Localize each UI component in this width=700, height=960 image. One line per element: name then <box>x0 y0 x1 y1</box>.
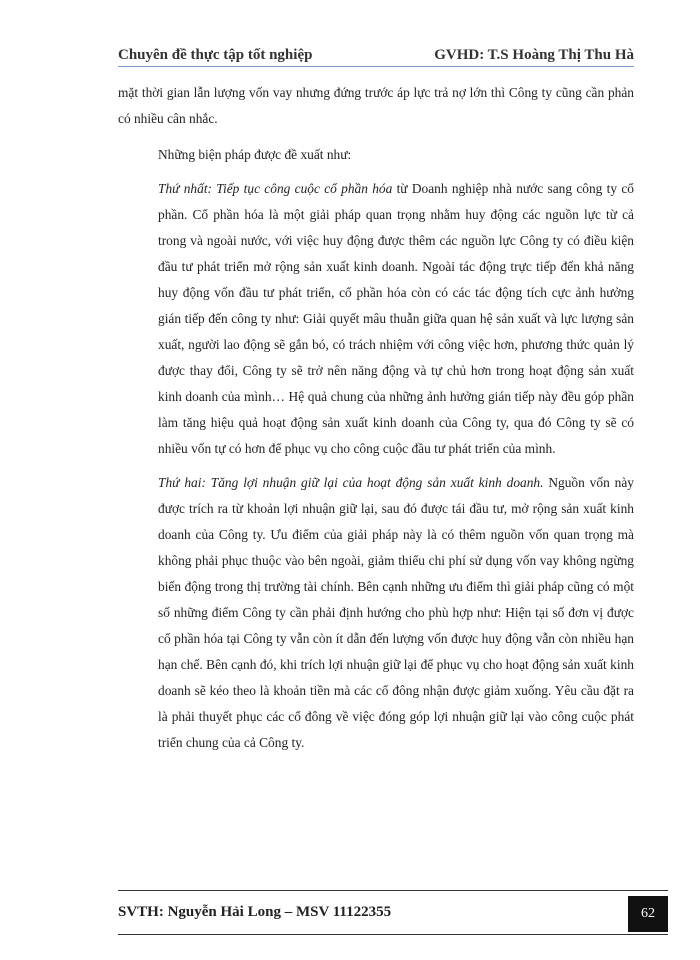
header-left-title: Chuyên đề thực tập tốt nghiệp <box>118 47 313 63</box>
paragraph-intro: Những biện pháp được đề xuất như: <box>158 147 352 162</box>
measure-1-heading: Thứ nhất: Tiếp tục công cuộc cổ phần hóa <box>158 181 393 196</box>
page-number: 62 <box>628 896 668 932</box>
document-body <box>118 80 634 764</box>
footer-student-info: SVTH: Nguyễn Hải Long – MSV 11122355 <box>118 904 392 920</box>
footer-rule-top <box>118 890 668 891</box>
measure-1-text: từ Doanh nghiệp nhà nước sang công ty cổ phần. Cổ phần hóa là một giải pháp quan trọng nhằm huy động các nguồn lực từ cả trong và ngoài nước, với việc huy động được thêm các nguồn lực Công ty có điều kiện đầu tư phát triển mở rộng sản xuất kinh doanh. Ngoài tác động trực tiếp đến khả năng huy động vốn đầu tư phát triển, cổ phần hóa còn có các tác động tích cực ảnh hưởng gián tiếp đến công ty như: Giải quyết mâu thuẫn giữa quan hệ sản xuất và lực lượng sản xuất, người lao động sẽ gắn bó, có trách nhiệm với công việc hơn, phương thức quản lý được thay đổi, Công ty sẽ trở nên năng động và tự chủ hơn trong hoạt động sản xuất kinh doanh của mình… Hệ quả chung của những ảnh hưởng gián tiếp này đều góp phần làm tăng hiệu quả hoạt động sản xuất kinh doanh của Công ty, qua đó Công ty sẽ có nhiều vốn tự có hơn để phục vụ cho công cuộc đầu tư phát triển của mình. <box>158 181 634 456</box>
paragraph-continuation: mặt thời gian lẫn lượng vốn vay nhưng đứng trước áp lực trả nợ lớn thì Công ty cũng cần phản có nhiều cân nhắc. <box>118 85 634 126</box>
measure-2-heading: Thứ hai: Tăng lợi nhuận giữ lại của hoạt động sản xuất kinh doanh. <box>158 475 544 490</box>
paragraph-measure-1 <box>118 176 634 462</box>
page-header <box>118 40 634 64</box>
paragraph-measure-2 <box>118 470 634 756</box>
measure-2-text: Nguồn vốn này được trích ra từ khoản lợi nhuận giữ lại, sau đó được tái đầu tư, mở rộng sản xuất kinh doanh của Công ty. Ưu điểm của giải pháp này là có thêm nguồn vốn quan trọng mà không phải phục thuộc vào bên ngoài, giảm thiểu chi phí sử dụng vốn vay không ngừng biến động trong thị trường tài chính. Bên cạnh những ưu điểm thì giải pháp cũng có một số những điểm Công ty cần phải định hướng cho phù hợp như: Hiện tại số đơn vị được cổ phần hóa tại Công ty vẫn còn ít dẫn đến lượng vốn được huy động vẫn còn nhiều hạn hạn chế. Bên cạnh đó, khi trích lợi nhuận giữ lại để phục vụ cho hoạt động sản xuất kinh doanh sẽ kéo theo là khoản tiền mà các cổ đông nhận được giảm xuống. Yêu cầu đặt ra là phải thuyết phục các cổ đông về việc đóng góp lợi nhuận giữ lại vào công cuộc phát triển chung của cả Công ty. <box>158 475 634 750</box>
header-right-supervisor: GVHD: T.S Hoàng Thị Thu Hà <box>434 47 634 63</box>
header-rule <box>118 66 634 67</box>
footer-rule-bottom <box>118 934 668 935</box>
